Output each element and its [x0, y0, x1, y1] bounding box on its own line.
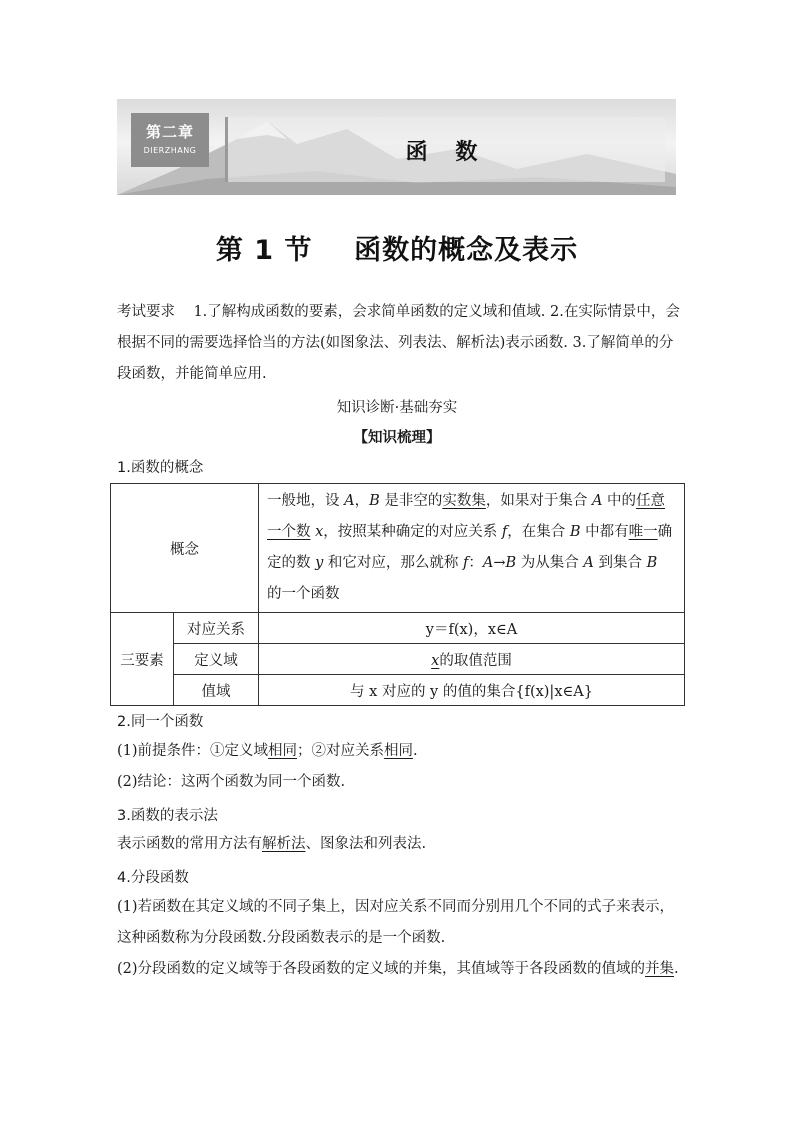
chapter-pinyin: DIERZHANG — [143, 146, 197, 155]
s4-p1: (1)若函数在其定义域的不同子集上，因对应关系不同而分别用几个不同的式子来表示，这种函数称为分段函数.分段函数表示的是一个函数. — [117, 899, 675, 946]
exam-requirements — [117, 297, 682, 390]
s2-p1: (1)前提条件：①定义域相同；②对应关系相同. — [117, 743, 418, 759]
requirements-label: 考试要求 — [117, 304, 175, 320]
concept-definition: 一般地，设 A，B 是非空的实数集，如果对于集合 A 中的任意一个数 x，按照某种确定的对应关系 f，在集合 B 中都有唯一确定的数 y 和它对应，那么就称 f：A→B 为从集合 A 到集合 B 的一个函数 — [259, 484, 685, 613]
three-elements-label: 三要素 — [111, 613, 174, 706]
concept-label: 概念 — [111, 484, 259, 613]
chapter-title-box — [225, 117, 665, 182]
row-label-domain: 定义域 — [174, 644, 259, 675]
s4-heading: 4.分段函数 — [117, 870, 189, 886]
s2-heading: 2.同一个函数 — [117, 714, 204, 730]
table-row — [111, 484, 685, 613]
s1-heading: 1.函数的概念 — [117, 460, 204, 476]
s4-p2: (2)分段函数的定义域等于各段函数的定义域的并集，其值域等于各段函数的值域的并集. — [117, 961, 679, 977]
s3-p: 表示函数的常用方法有解析法、图象法和列表法. — [117, 836, 427, 852]
row-value-domain: x的取值范围 — [259, 644, 685, 675]
table-row — [111, 613, 685, 644]
row-value-mapping: y＝f(x)，x∈A — [259, 613, 685, 644]
chapter-banner — [117, 99, 676, 195]
row-value-range: 与 x 对应的 y 的值的集合{f(x)|x∈A} — [259, 675, 685, 706]
row-label-mapping: 对应关系 — [174, 613, 259, 644]
knowledge-heading: 【知识梳理】 — [353, 430, 441, 446]
chapter-title: 函 数 — [405, 140, 488, 165]
requirements-text: 1.了解构成函数的要素，会求简单函数的定义域和值域. 2.在实际情景中，会根据不同的需要选择恰当的方法(如图象法、列表法、解析法)表示函数. 3.了解简单的分段函数，并能简单应用. — [117, 304, 680, 382]
function-concept-table — [110, 483, 685, 706]
chapter-badge — [131, 113, 209, 167]
chapter-number: 第二章 — [145, 123, 194, 141]
part-heading: 知识诊断·基础夯实 — [336, 400, 458, 416]
section-title: 第 1 节 函数的概念及表示 — [215, 235, 579, 266]
s3-heading: 3.函数的表示法 — [117, 808, 218, 824]
s2-p2: (2)结论：这两个函数为同一个函数. — [117, 774, 346, 790]
table-row — [111, 644, 685, 675]
table-row — [111, 675, 685, 706]
row-label-range: 值域 — [174, 675, 259, 706]
